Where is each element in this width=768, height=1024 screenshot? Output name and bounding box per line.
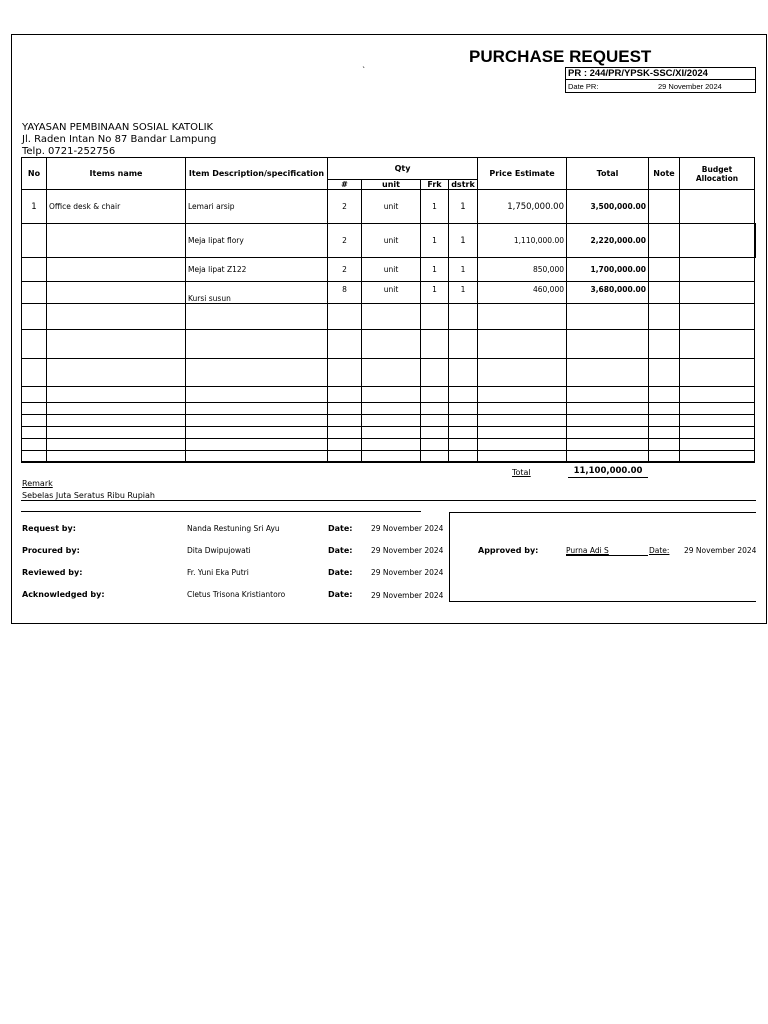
- table-row: [22, 451, 755, 462]
- table-row: [22, 439, 755, 451]
- approval-box-bottom: [449, 601, 756, 602]
- procured-by-name: Dita Dwipujowati: [187, 546, 251, 555]
- cell-total: 2,220,000.00: [567, 224, 649, 258]
- organization-phone: Telp. 0721-252756: [22, 146, 116, 157]
- cell-dstrk: 1: [449, 282, 478, 304]
- cell-price: 850,000: [478, 258, 567, 282]
- table-row: [22, 224, 755, 258]
- cell-total: 3,500,000.00: [567, 190, 649, 224]
- pr-info-box: [565, 67, 756, 93]
- header-total: Total: [567, 158, 649, 190]
- header-price: Price Estimate: [478, 158, 567, 190]
- table-row: [22, 415, 755, 427]
- acknowledged-date: 29 November 2024: [371, 591, 444, 600]
- header-items-name: Items name: [47, 158, 186, 190]
- cell-price: 460,000: [478, 282, 567, 304]
- cell-unit: unit: [362, 282, 421, 304]
- document-title: PURCHASE REQUEST: [469, 47, 652, 66]
- approved-date: 29 November 2024: [684, 546, 757, 555]
- cell-num: 2: [328, 190, 362, 224]
- table-row: [22, 403, 755, 415]
- header-note: Note: [649, 158, 680, 190]
- cell-unit: unit: [362, 190, 421, 224]
- table-row: [22, 282, 755, 304]
- total-label: Total: [512, 468, 531, 477]
- acknowledged-date-label: Date:: [328, 590, 353, 599]
- table-row: [22, 190, 755, 224]
- request-date-label: Date:: [328, 524, 353, 533]
- acknowledged-by-label: Acknowledged by:: [22, 590, 105, 599]
- grand-total: 11,100,000.00: [568, 466, 648, 478]
- procured-date: 29 November 2024: [371, 546, 444, 555]
- cell-desc: Meja lipat Z122: [186, 258, 328, 282]
- remark-divider: [21, 500, 756, 501]
- procured-by-label: Procured by:: [22, 546, 80, 555]
- table-row: [22, 387, 755, 403]
- table-row: [22, 330, 755, 359]
- cell-no: 1: [22, 190, 47, 224]
- header-no: No: [22, 158, 47, 190]
- organization-name: YAYASAN PEMBINAAN SOSIAL KATOLIK: [22, 122, 214, 133]
- cell-frk: 1: [421, 190, 449, 224]
- cell-unit: unit: [362, 224, 421, 258]
- table-row: [22, 359, 755, 387]
- request-by-name: Nanda Restuning Sri Ayu: [187, 524, 280, 533]
- header-qty: Qty: [328, 158, 478, 180]
- header-qty-frk: Frk: [421, 180, 449, 190]
- cell-num: 2: [328, 224, 362, 258]
- cell-total: 1,700,000.00: [567, 258, 649, 282]
- signature-divider: [21, 511, 421, 512]
- cell-dstrk: 1: [449, 258, 478, 282]
- reviewed-by-name: Fr. Yuni Eka Putri: [187, 568, 249, 577]
- header-qty-num: #: [328, 180, 362, 190]
- cell-desc: Kursi susun: [186, 282, 328, 304]
- pr-date-value: 29 November 2024: [658, 82, 722, 91]
- remark-text: Sebelas Juta Seratus Ribu Rupiah: [22, 491, 155, 500]
- approval-box-left: [449, 512, 450, 601]
- approved-by-name: Purna Adi S: [566, 546, 648, 556]
- cell-price: 1,750,000.00: [478, 190, 567, 224]
- cell-unit: unit: [362, 258, 421, 282]
- cell-desc: Meja lipat flory: [186, 224, 328, 258]
- pr-number: PR : 244/PR/YPSK-SSC/XI/2024: [566, 68, 755, 80]
- cell-name: Office desk & chair: [47, 190, 186, 224]
- reviewed-by-label: Reviewed by:: [22, 568, 83, 577]
- cell-num: 2: [328, 258, 362, 282]
- approval-box-top: [449, 512, 756, 513]
- organization-address: Jl. Raden Intan No 87 Bandar Lampung: [22, 134, 217, 145]
- remark-label: Remark: [22, 479, 53, 488]
- table-row: [22, 258, 755, 282]
- approved-date-label: Date:: [649, 546, 670, 555]
- acknowledged-by-name: Cletus Trisona Kristiantoro: [187, 590, 286, 599]
- procured-date-label: Date:: [328, 546, 353, 555]
- cell-frk: 1: [421, 258, 449, 282]
- cell-frk: 1: [421, 224, 449, 258]
- items-table: [21, 157, 756, 463]
- cell-frk: 1: [421, 282, 449, 304]
- header-description: Item Description/specification: [186, 158, 328, 190]
- cell-dstrk: 1: [449, 224, 478, 258]
- header-qty-unit: unit: [362, 180, 421, 190]
- header-qty-dstrk: dstrk: [449, 180, 478, 190]
- request-date: 29 November 2024: [371, 524, 444, 533]
- cell-dstrk: 1: [449, 190, 478, 224]
- pr-date-label: Date PR:: [568, 82, 599, 91]
- stray-mark: `: [362, 66, 366, 75]
- reviewed-date-label: Date:: [328, 568, 353, 577]
- table-row: [22, 427, 755, 439]
- request-by-label: Request by:: [22, 524, 76, 533]
- approved-by-label: Approved by:: [478, 546, 539, 555]
- header-budget: Budget Allocation: [680, 158, 755, 190]
- table-row: [22, 304, 755, 330]
- cell-desc: Lemari arsip: [186, 190, 328, 224]
- cell-price: 1,110,000.00: [478, 224, 567, 258]
- cell-total: 3,680,000.00: [567, 282, 649, 304]
- reviewed-date: 29 November 2024: [371, 568, 444, 577]
- cell-num: 8: [328, 282, 362, 304]
